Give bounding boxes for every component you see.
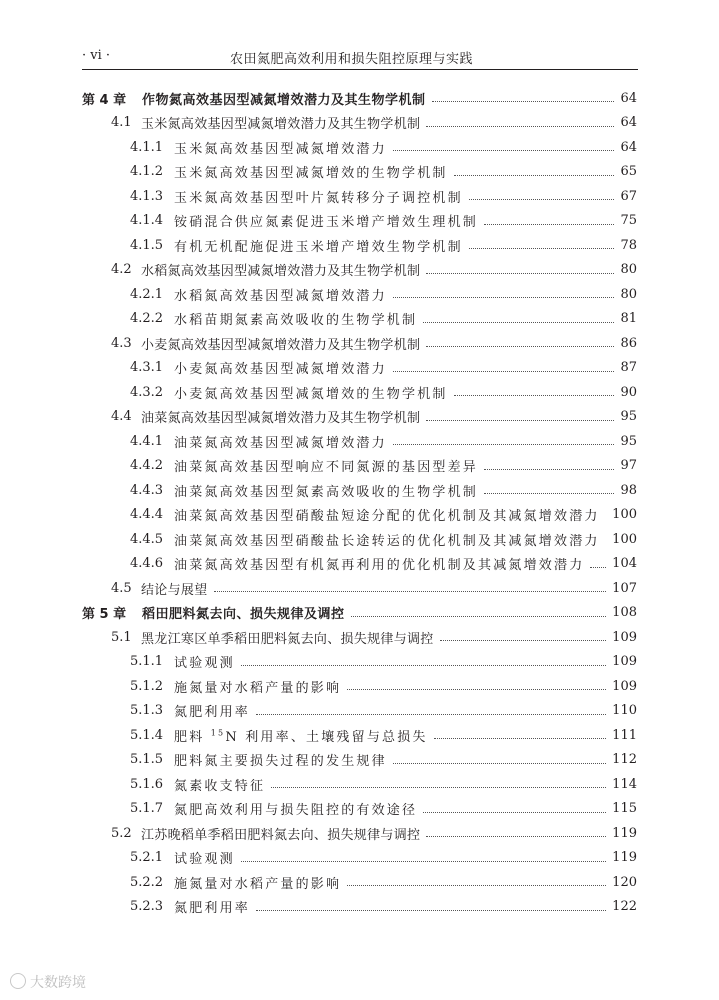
toc-subsection-row <box>0 748 719 772</box>
toc-title: 油菜氮高效基因型减氮增效潜力 <box>174 435 387 451</box>
toc-section-row <box>0 576 719 600</box>
toc-number: 4.2.1 <box>130 286 164 302</box>
toc-number: 第 5 章 <box>82 607 127 622</box>
toc-page-number: 80 <box>620 262 637 277</box>
toc-subsection-row <box>0 870 719 894</box>
toc-number: 4.4.2 <box>130 458 164 473</box>
toc-number: 4.5 <box>111 580 132 596</box>
toc-subsection-row <box>0 160 719 184</box>
toc-title: 试验观测 <box>174 852 235 867</box>
toc-leader-dots <box>256 714 606 715</box>
toc-subsection-row <box>0 650 719 674</box>
toc-section-row <box>0 258 719 282</box>
toc-subsection-row <box>0 846 719 870</box>
toc-title: 油菜氮高效基因型有机氮再利用的优化机制及其减氮增效潜力 <box>174 558 585 573</box>
watermark-text: 大数跨境 <box>30 975 86 991</box>
toc-number: 5.1 <box>111 629 132 645</box>
toc-section-row <box>0 111 719 135</box>
toc-page-number: 108 <box>612 605 637 620</box>
toc-leader-dots <box>426 126 614 127</box>
toc-title: 玉米氮高效基因型减氮增效的生物学机制 <box>174 166 448 181</box>
toc-subsection-row <box>0 552 719 576</box>
toc-page-number: 65 <box>620 164 637 179</box>
toc-leader-dots <box>423 812 606 813</box>
toc-subsection-row <box>0 797 719 821</box>
toc-title: 油菜氮高效基因型减氮增效潜力及其生物学机制 <box>141 411 421 426</box>
toc-title: 试验观测 <box>174 656 235 671</box>
toc-page-number: 75 <box>620 213 637 228</box>
toc-title: 有机无机配施促进玉米增产增效生物学机制 <box>174 239 463 255</box>
toc-number: 第 4 章 <box>82 92 127 108</box>
toc-title: 油菜氮高效基因型硝酸盐长途转运的优化机制及其减氮增效潜力 <box>174 533 600 549</box>
toc-title: 氮素收支特征 <box>174 778 266 794</box>
toc-number: 5.1.4 <box>130 727 164 743</box>
toc-number: 4.3.2 <box>130 384 164 400</box>
toc-leader-dots <box>469 248 614 249</box>
toc-leader-dots <box>484 469 614 470</box>
toc-subsection-row <box>0 674 719 698</box>
toc-page-number: 64 <box>620 139 637 155</box>
toc-leader-dots <box>393 371 614 372</box>
toc-subsection-row <box>0 209 719 233</box>
toc-title: 玉米氮高效基因型叶片氮转移分子调控机制 <box>174 190 463 206</box>
toc-subsection-row <box>0 699 719 723</box>
toc-title: 稻田肥料氮去向、损失规律及调控 <box>142 607 345 622</box>
watermark-logo-icon <box>10 973 26 989</box>
toc-section-row <box>0 625 719 649</box>
toc-subsection-row <box>0 356 719 380</box>
toc-number: 5.1.5 <box>130 752 164 767</box>
running-title: 农田氮肥高效利用和损失阻控原理与实践 <box>229 52 473 67</box>
toc-title: 铵硝混合供应氮素促进玉米增产增效生理机制 <box>174 215 479 230</box>
toc-leader-dots <box>469 199 614 200</box>
toc-title: 玉米氮高效基因型减氮增效潜力及其生物学机制 <box>141 117 421 132</box>
toc-subsection-row <box>0 527 719 551</box>
toc-number: 4.4.6 <box>130 556 164 571</box>
toc-number: 4.1.1 <box>130 139 164 155</box>
toc-chapter-row <box>0 86 719 110</box>
toc-title-part: 肥料 <box>174 729 211 745</box>
toc-leader-dots <box>351 616 606 617</box>
toc-number: 4.4.4 <box>130 507 164 522</box>
toc-number: 5.1.3 <box>130 703 164 718</box>
toc-number: 4.4 <box>111 409 132 424</box>
toc-page-number: 119 <box>612 850 637 865</box>
toc-page-number: 87 <box>620 360 637 375</box>
toc-leader-dots <box>256 910 606 911</box>
toc-leader-dots <box>484 224 614 225</box>
toc-leader-dots <box>241 665 606 666</box>
toc-page-number: 111 <box>612 727 637 743</box>
toc-title: 作物氮高效基因型减氮增效潜力及其生物学机制 <box>142 92 426 108</box>
toc-leader-dots <box>393 763 606 764</box>
toc-page-number: 78 <box>620 237 637 253</box>
watermark <box>10 972 86 992</box>
toc-section-row <box>0 821 719 845</box>
toc-page-number: 98 <box>620 482 637 498</box>
toc-leader-dots <box>271 787 606 788</box>
toc-title: 江苏晚稻单季稻田肥料氮去向、损失规律与调控 <box>141 827 421 843</box>
toc-number: 4.1.4 <box>130 213 164 228</box>
toc-leader-dots <box>241 861 606 862</box>
toc-subsection-row <box>0 454 719 478</box>
toc-number: 4.1.2 <box>130 164 164 179</box>
toc-number: 4.1.5 <box>130 237 164 253</box>
toc-page-number: 107 <box>612 580 637 596</box>
toc-page-number: 110 <box>612 703 637 718</box>
toc-title <box>174 726 428 745</box>
toc-subsection-row <box>0 772 719 796</box>
toc-page-number: 100 <box>612 531 637 547</box>
toc-subsection-row <box>0 233 719 257</box>
toc-title: 黑龙江寒区单季稻田肥料氮去向、损失规律与调控 <box>141 631 434 647</box>
page-header <box>82 46 638 68</box>
toc-subsection-row <box>0 184 719 208</box>
toc-page-number: 122 <box>612 899 637 914</box>
toc-subsection-row <box>0 429 719 453</box>
toc-number: 4.3 <box>111 335 132 351</box>
toc-number: 4.1.3 <box>130 188 164 204</box>
toc-number: 4.4.3 <box>130 482 164 498</box>
toc-page-number: 97 <box>620 458 637 473</box>
toc-page-number: 109 <box>612 629 637 645</box>
toc-title: 玉米氮高效基因型减氮增效潜力 <box>174 141 387 157</box>
toc-leader-dots <box>426 273 614 274</box>
toc-page-number: 112 <box>612 752 637 767</box>
toc-subsection-row <box>0 895 719 919</box>
toc-title: 结论与展望 <box>141 582 208 598</box>
toc-title: 氮肥高效利用与损失阻控的有效途径 <box>174 803 418 818</box>
toc-leader-dots <box>393 444 614 445</box>
toc-leader-dots <box>347 885 606 886</box>
toc-page-number: 90 <box>620 384 637 400</box>
toc-section-row <box>0 331 719 355</box>
toc-leader-dots <box>423 322 614 323</box>
toc-number: 4.4.1 <box>130 433 164 449</box>
toc-page-number: 114 <box>612 776 637 792</box>
toc-page-number: 100 <box>612 507 637 522</box>
toc-page-number: 67 <box>620 188 637 204</box>
toc-title: 施氮量对水稻产量的影响 <box>174 680 342 696</box>
toc-page-number: 120 <box>612 874 637 890</box>
toc-title: 氮肥利用率 <box>174 705 251 720</box>
toc-title: 氮肥利用率 <box>174 901 251 916</box>
toc-leader-dots <box>432 101 614 102</box>
toc-subsection-row <box>0 282 719 306</box>
toc-page-number: 80 <box>620 286 637 302</box>
toc-page-number: 95 <box>620 409 637 424</box>
toc-number: 5.1.6 <box>130 776 164 792</box>
toc-leader-dots <box>393 297 614 298</box>
toc-leader-dots <box>454 175 614 176</box>
toc-title: 油菜氮高效基因型氮素高效吸收的生物学机制 <box>174 484 479 500</box>
toc-number: 5.1.2 <box>130 678 164 694</box>
toc-leader-dots <box>454 395 614 396</box>
toc-subsection-row <box>0 503 719 527</box>
toc-page-number: 64 <box>620 90 637 106</box>
header-rule <box>82 69 638 70</box>
toc-subsection-row <box>0 478 719 502</box>
toc-leader-dots <box>590 567 606 568</box>
toc-page-number: 81 <box>620 311 637 326</box>
toc-number: 5.2.1 <box>130 850 164 865</box>
toc-title-part: N 利用率、土壤残留与总损失 <box>225 729 428 745</box>
toc-number: 5.2.3 <box>130 899 164 914</box>
toc-number: 5.2 <box>111 825 132 841</box>
toc-page-number: 86 <box>620 335 637 351</box>
toc-page-number: 109 <box>612 654 637 669</box>
toc-leader-dots <box>214 591 606 592</box>
toc-number: 4.1 <box>111 115 132 130</box>
toc-leader-dots <box>426 346 614 347</box>
toc-number: 4.2 <box>111 262 132 277</box>
toc-page-number: 64 <box>620 115 637 130</box>
toc-number: 4.2.2 <box>130 311 164 326</box>
toc-title: 水稻氮高效基因型减氮增效潜力及其生物学机制 <box>141 264 421 279</box>
toc-title: 肥料氮主要损失过程的发生规律 <box>174 754 387 769</box>
toc-subsection-row <box>0 723 719 747</box>
toc-leader-dots <box>484 493 614 494</box>
toc-title: 小麦氮高效基因型减氮增效潜力及其生物学机制 <box>141 337 421 353</box>
toc-title: 油菜氮高效基因型硝酸盐短途分配的优化机制及其减氮增效潜力 <box>174 509 600 524</box>
toc-title-superscript: 15 <box>210 728 226 738</box>
toc-title: 小麦氮高效基因型减氮增效潜力 <box>174 362 387 377</box>
toc-number: 5.1.1 <box>130 654 164 669</box>
toc-page-number: 109 <box>612 678 637 694</box>
toc-page-number: 119 <box>612 825 637 841</box>
toc-number: 4.3.1 <box>130 360 164 375</box>
toc-leader-dots <box>393 150 614 151</box>
toc-subsection-row <box>0 307 719 331</box>
toc-title: 油菜氮高效基因型响应不同氮源的基因型差异 <box>174 460 479 475</box>
toc-leader-dots <box>426 836 606 837</box>
toc-title: 小麦氮高效基因型减氮增效的生物学机制 <box>174 386 448 402</box>
toc-title: 施氮量对水稻产量的影响 <box>174 876 342 892</box>
toc-leader-dots <box>434 738 606 739</box>
toc-page-number: 115 <box>612 801 637 816</box>
toc-title: 水稻苗期氮素高效吸收的生物学机制 <box>174 313 418 328</box>
toc-section-row <box>0 405 719 429</box>
toc-subsection-row <box>0 135 719 159</box>
toc-page-number: 95 <box>620 433 637 449</box>
toc-leader-dots <box>347 689 606 690</box>
toc-number: 5.1.7 <box>130 801 164 816</box>
toc-subsection-row <box>0 380 719 404</box>
toc-leader-dots <box>440 640 606 641</box>
toc-page-number: 104 <box>612 556 637 571</box>
toc-number: 4.4.5 <box>130 531 164 547</box>
page-number: · vi · <box>82 48 111 63</box>
toc-number: 5.2.2 <box>130 874 164 890</box>
toc-title: 水稻氮高效基因型减氮增效潜力 <box>174 288 387 304</box>
toc-leader-dots <box>426 420 614 421</box>
toc-chapter-row <box>0 601 719 625</box>
